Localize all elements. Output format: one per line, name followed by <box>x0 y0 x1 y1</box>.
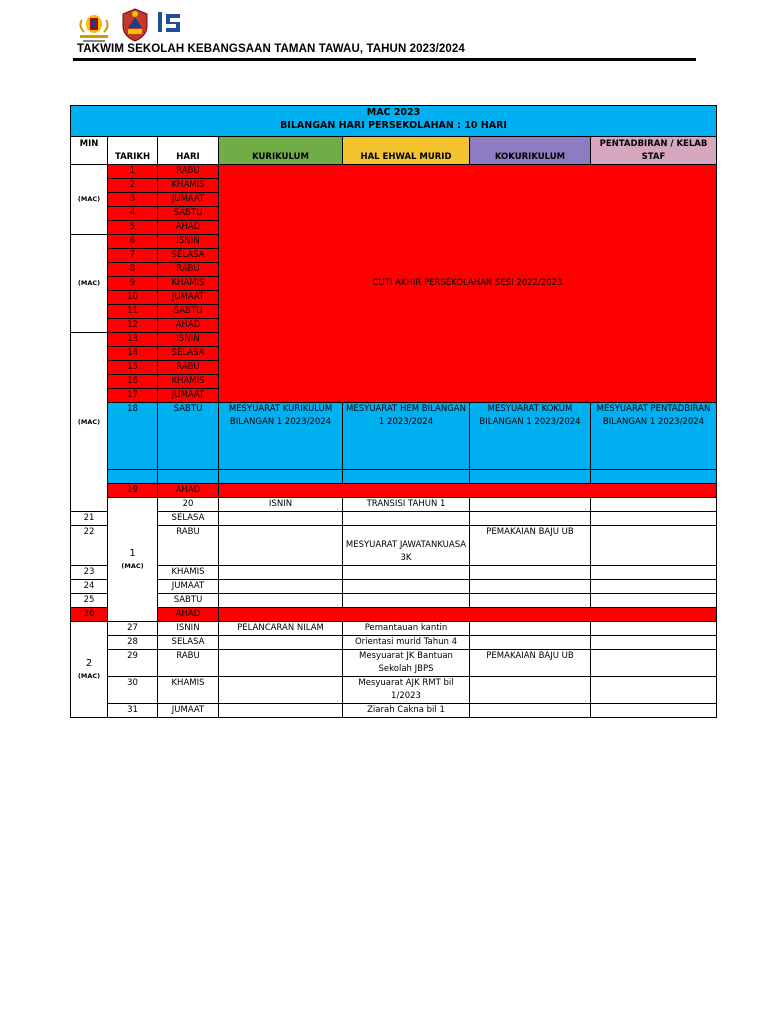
hem-cell <box>470 498 591 512</box>
date-cell: 15 <box>108 361 158 375</box>
hem-cell: MESYUARAT JAWATANKUASA 3K <box>343 526 470 566</box>
date-cell: 30 <box>108 677 158 704</box>
koko-cell <box>591 498 717 512</box>
date-cell: 24 <box>71 580 108 594</box>
hem-cell: Pemantauan kantin <box>343 622 470 636</box>
date-cell: 3 <box>108 193 158 207</box>
date-cell: 7 <box>108 249 158 263</box>
kurikulum-cell <box>219 594 343 608</box>
header-kokurikulum: KOKURIKULUM <box>470 137 591 165</box>
kurikulum-cell <box>219 580 343 594</box>
koko-cell: PEMAKAIAN BAJU UB <box>470 650 591 677</box>
date-cell: 13 <box>108 333 158 347</box>
pent-cell <box>591 512 717 526</box>
table-row <box>71 677 717 704</box>
date-cell: 22 <box>71 526 108 566</box>
header-row <box>71 137 717 165</box>
school-days-count: BILANGAN HARI PERSEKOLAHAN : 10 HARI <box>280 120 507 131</box>
date-cell: 23 <box>71 566 108 580</box>
pent-cell <box>591 594 717 608</box>
meeting-hem: MESYUARAT HEM BILANGAN 1 2023/2024 <box>343 403 470 470</box>
hem-cell: Mesyuarat JK Bantuan Sekolah JBPS <box>343 650 470 677</box>
date-cell: 19 <box>108 484 158 498</box>
date-cell: 1 <box>108 165 158 179</box>
hem-cell: Orientasi murid Tahun 4 <box>343 636 470 650</box>
table-row <box>71 580 717 594</box>
day-cell: SELASA <box>158 636 219 650</box>
table-row <box>71 594 717 608</box>
header-pentadbiran: PENTADBIRAN / KELAB STAF <box>591 137 717 165</box>
jata-negara-logo <box>74 8 114 44</box>
koko-cell <box>470 677 591 704</box>
table-row <box>71 636 717 650</box>
week-cell: 2 (MAC) <box>71 622 108 718</box>
week-cell: (MAC) <box>71 235 108 333</box>
koko-cell <box>470 512 591 526</box>
table-row <box>71 498 717 512</box>
day-cell: JUMAAT <box>158 193 219 207</box>
date-cell: 9 <box>108 277 158 291</box>
hem-cell <box>343 594 470 608</box>
table-row <box>71 566 717 580</box>
day-cell: JUMAAT <box>158 704 219 718</box>
day-cell: KHAMIS <box>158 179 219 193</box>
month-title: MAC 2023 <box>366 107 421 118</box>
meeting-row <box>71 403 717 470</box>
day-cell: AHAD <box>158 319 219 333</box>
date-cell: 2 <box>108 179 158 193</box>
date-cell: 31 <box>108 704 158 718</box>
day-cell: RABU <box>158 361 219 375</box>
header-kurikulum: KURIKULUM <box>219 137 343 165</box>
day-cell: RABU <box>158 263 219 277</box>
date-cell: 6 <box>108 235 158 249</box>
day-cell: JUMAAT <box>158 291 219 305</box>
week-cell: (MAC) <box>71 333 108 512</box>
sabah-crest-logo <box>120 8 150 42</box>
date-cell: 18 <box>108 403 158 470</box>
school-logo <box>154 8 186 38</box>
koko-cell <box>470 580 591 594</box>
pent-cell <box>591 704 717 718</box>
spacer-row <box>71 470 717 484</box>
pent-cell <box>591 526 717 566</box>
pent-cell <box>591 636 717 650</box>
pent-cell <box>591 566 717 580</box>
date-cell: 20 <box>158 498 219 512</box>
meeting-kokurikulum: MESYUARAT KOKUM BILANGAN 1 2023/2024 <box>470 403 591 470</box>
day-cell: KHAMIS <box>158 566 219 580</box>
table-row <box>71 484 717 498</box>
calendar-table <box>70 105 717 718</box>
koko-cell <box>470 704 591 718</box>
hem-cell <box>343 566 470 580</box>
day-cell: SABTU <box>158 305 219 319</box>
title-row <box>71 106 717 137</box>
page-title: TAKWIM SEKOLAH KEBANGSAAN TAMAN TAWAU, TAHUN 2023/2024 <box>77 43 465 55</box>
date-cell: 17 <box>108 389 158 403</box>
day-cell: RABU <box>158 165 219 179</box>
table-row <box>71 526 717 566</box>
date-cell: 21 <box>71 512 108 526</box>
day-cell: SELASA <box>158 347 219 361</box>
koko-cell <box>470 622 591 636</box>
header-hari: HARI <box>158 137 219 165</box>
day-cell: SABTU <box>158 207 219 221</box>
kurikulum-cell <box>219 704 343 718</box>
day-cell: ISNIN <box>158 333 219 347</box>
date-cell: 25 <box>71 594 108 608</box>
holiday-fill <box>219 608 717 622</box>
day-cell: SABTU <box>158 594 219 608</box>
table-row <box>71 608 717 622</box>
holiday-fill <box>219 484 717 498</box>
kurikulum-cell <box>219 526 343 566</box>
kurikulum-cell <box>219 566 343 580</box>
koko-cell <box>470 566 591 580</box>
day-cell: KHAMIS <box>158 677 219 704</box>
date-cell: 11 <box>108 305 158 319</box>
header-hem: HAL EHWAL MURID <box>343 137 470 165</box>
day-cell: AHAD <box>158 608 219 622</box>
day-cell: SELASA <box>158 249 219 263</box>
hem-cell: Mesyuarat AJK RMT bil 1/2023 <box>343 677 470 704</box>
koko-cell <box>470 636 591 650</box>
koko-cell <box>470 594 591 608</box>
pent-cell <box>591 650 717 677</box>
date-cell: 12 <box>108 319 158 333</box>
table-row <box>71 165 717 179</box>
koko-cell: PEMAKAIAN BAJU UB <box>470 526 591 566</box>
date-cell: 4 <box>108 207 158 221</box>
kurikulum-cell <box>219 512 343 526</box>
table-row <box>71 704 717 718</box>
kurikulum-cell <box>219 650 343 677</box>
table-title <box>71 106 717 137</box>
pent-cell <box>591 580 717 594</box>
day-cell: SELASA <box>158 512 219 526</box>
date-cell: 28 <box>108 636 158 650</box>
hem-cell: Ziarah Cakna bil 1 <box>343 704 470 718</box>
week-cell: (MAC) <box>71 165 108 235</box>
kurikulum-cell: PELANCARAN NILAM <box>219 622 343 636</box>
pent-cell <box>591 622 717 636</box>
table-row <box>71 512 717 526</box>
day-cell: JUMAAT <box>158 389 219 403</box>
day-cell: ISNIN <box>158 235 219 249</box>
date-cell: 27 <box>108 622 158 636</box>
meeting-pentadbiran: MESYUARAT PENTADBIRAN BILANGAN 1 2023/2024 <box>591 403 717 470</box>
week-cell: 1 (MAC) <box>108 498 158 622</box>
date-cell: 5 <box>108 221 158 235</box>
title-underline <box>73 58 696 61</box>
kurikulum-cell <box>219 677 343 704</box>
kurikulum-cell: TRANSISI TAHUN 1 <box>343 498 470 512</box>
day-cell: JUMAAT <box>158 580 219 594</box>
date-cell: 26 <box>71 608 108 622</box>
day-cell: ISNIN <box>158 622 219 636</box>
date-cell: 29 <box>108 650 158 677</box>
hem-cell <box>343 512 470 526</box>
day-cell: KHAMIS <box>158 277 219 291</box>
date-cell: 14 <box>108 347 158 361</box>
day-cell: RABU <box>158 650 219 677</box>
table-row <box>71 622 717 636</box>
day-cell: ISNIN <box>219 498 343 512</box>
date-cell: 8 <box>108 263 158 277</box>
day-cell: AHAD <box>158 484 219 498</box>
day-cell: AHAD <box>158 221 219 235</box>
header-min: MIN <box>71 137 108 165</box>
day-cell: KHAMIS <box>158 375 219 389</box>
meeting-kurikulum: MESYUARAT KURIKULUM BILANGAN 1 2023/2024 <box>219 403 343 470</box>
day-cell: RABU <box>158 526 219 566</box>
date-cell: 10 <box>108 291 158 305</box>
hem-cell <box>343 580 470 594</box>
table-row <box>71 650 717 677</box>
date-cell: 16 <box>108 375 158 389</box>
pent-cell <box>591 677 717 704</box>
day-cell: SABTU <box>158 403 219 470</box>
kurikulum-cell <box>219 636 343 650</box>
header-tarikh: TARIKH <box>108 137 158 165</box>
holiday-note: CUTI AKHIR PERSEKOLAHAN SESI 2022/2023 <box>219 165 717 403</box>
